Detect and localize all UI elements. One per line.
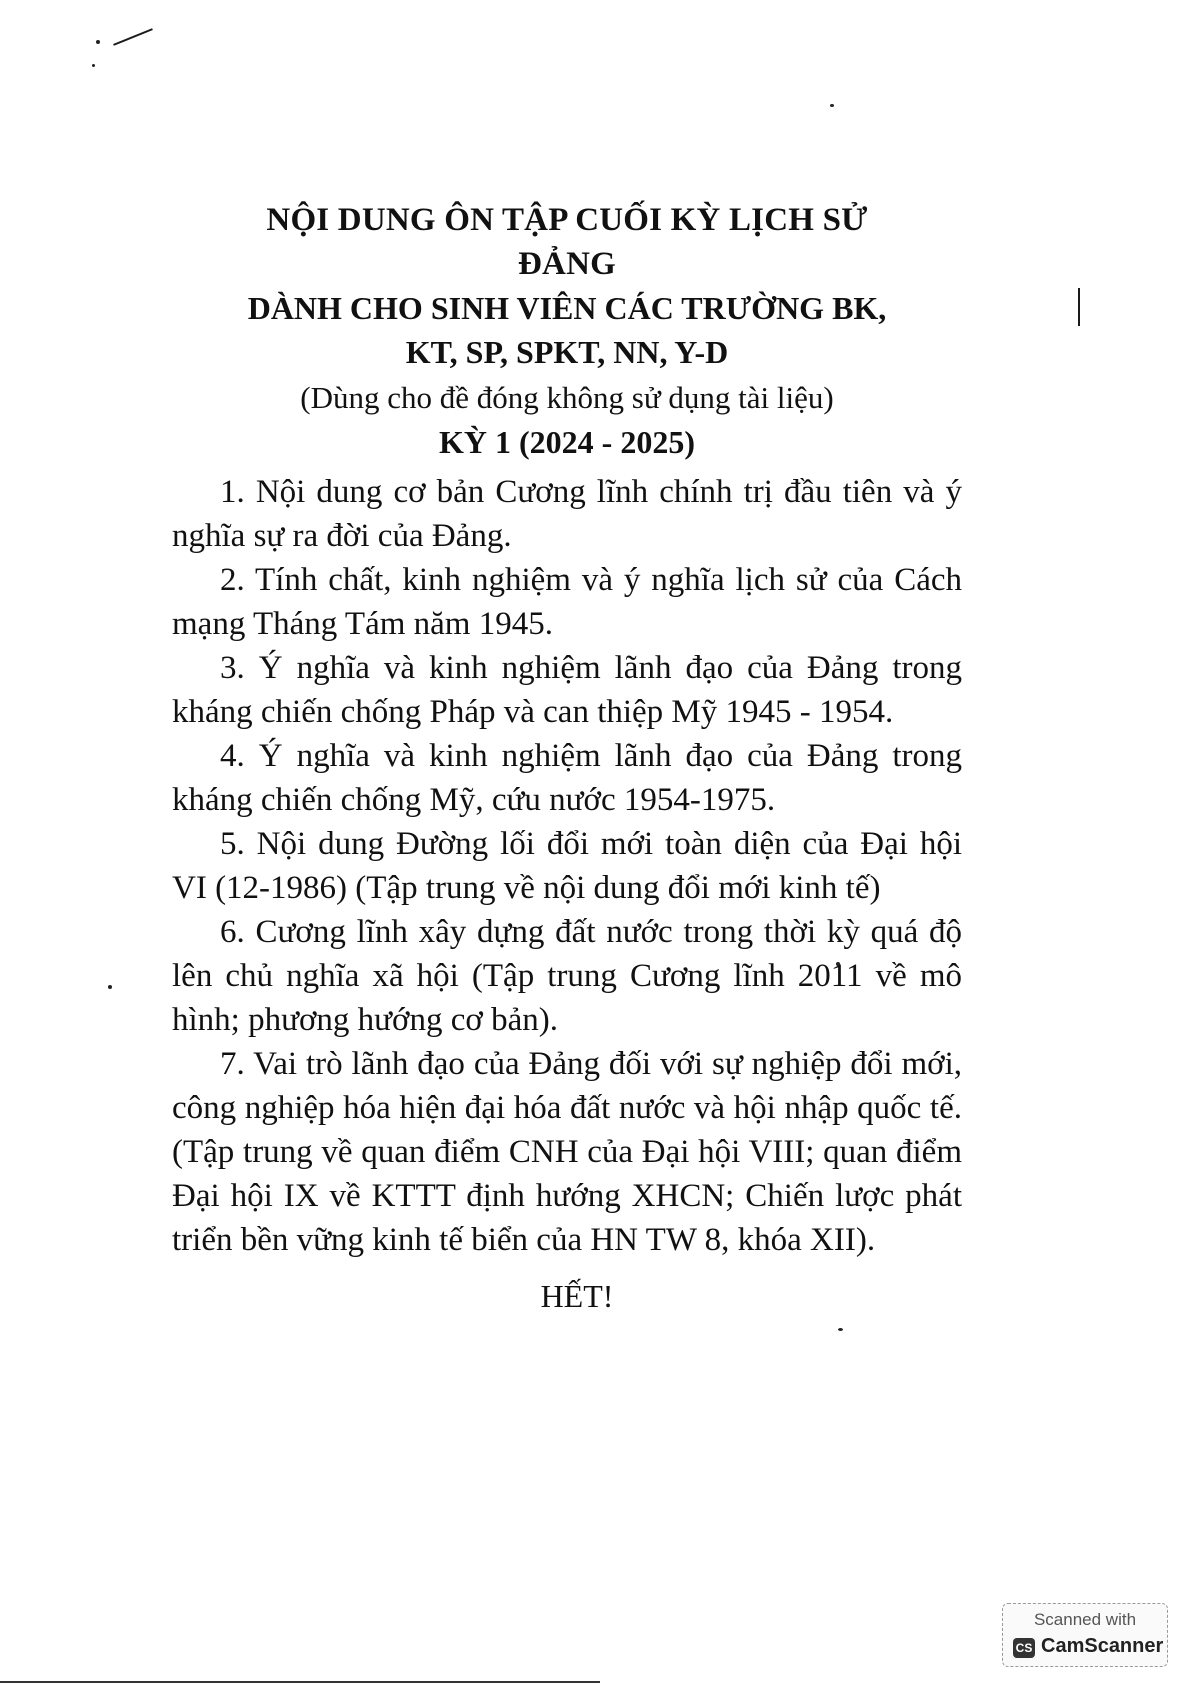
end-mark: HẾT!	[540, 1278, 614, 1314]
bottom-rule	[0, 1681, 600, 1683]
topic-list	[172, 470, 962, 1262]
document-title	[172, 198, 962, 286]
scan-speck	[108, 985, 112, 989]
title-line: ĐẢNG	[518, 246, 616, 282]
watermark-brand: CamScanner	[1041, 1635, 1164, 1657]
scan-speck	[830, 104, 834, 107]
document-subtitle	[172, 286, 962, 374]
list-item: 7. Vai trò lãnh đạo của Đảng đối với sự nghiệp đổi mới, công nghiệp hóa hiện đại hóa đất nước và hội nhập quốc tế. (Tập trung về quan điểm CNH của Đại hội VIII; quan điểm Đại hội IX về KTTT định hướng XHCN; Chiến lược phát triển bền vững kinh tế biển của HN TW 8, khóa XII).	[172, 1046, 962, 1258]
scan-mark	[1078, 288, 1080, 326]
document	[172, 198, 962, 1318]
scan-mark	[113, 28, 153, 46]
watermark-caption: Scanned with	[1033, 1610, 1137, 1629]
list-item: 2. Tính chất, kinh nghiệm và ý nghĩa lịch sử của Cách mạng Tháng Tám năm 1945.	[172, 562, 962, 642]
usage-note: (Dùng cho đề đóng không sử dụng tài liệu)	[300, 380, 834, 415]
list-item: 6. Cương lĩnh xây dựng đất nước trong thời kỳ quá độ lên chủ nghĩa xã hội (Tập trung Cương lĩnh 2011 về mô hình; phương hướng cơ bản).	[172, 914, 962, 1038]
scan-speck	[838, 1328, 843, 1331]
list-item: 3. Ý nghĩa và kinh nghiệm lãnh đạo của Đảng trong kháng chiến chống Pháp và can thiệp Mỹ 1945 - 1954.	[172, 650, 962, 730]
subtitle-line: KT, SP, SPKT, NN, Y-D	[405, 334, 729, 370]
list-item: 1. Nội dung cơ bản Cương lĩnh chính trị đầu tiên và ý nghĩa sự ra đời của Đảng.	[172, 474, 962, 554]
title-line: NỘI DUNG ÔN TẬP CUỐI KỲ LỊCH SỬ	[266, 202, 868, 238]
scan-speck	[92, 64, 95, 67]
camscanner-watermark	[1002, 1603, 1168, 1667]
term-label: KỲ 1 (2024 - 2025)	[439, 424, 695, 460]
list-item: 5. Nội dung Đường lối đổi mới toàn diện của Đại hội VI (12-1986) (Tập trung về nội dung đổi mới kinh tế)	[172, 826, 962, 906]
subtitle-line: DÀNH CHO SINH VIÊN CÁC TRƯỜNG BK,	[247, 290, 887, 326]
list-item: 4. Ý nghĩa và kinh nghiệm lãnh đạo của Đảng trong kháng chiến chống Mỹ, cứu nước 1954-1975.	[172, 738, 962, 818]
camscanner-logo-icon: CS	[1013, 1638, 1035, 1658]
scan-speck	[96, 40, 100, 44]
